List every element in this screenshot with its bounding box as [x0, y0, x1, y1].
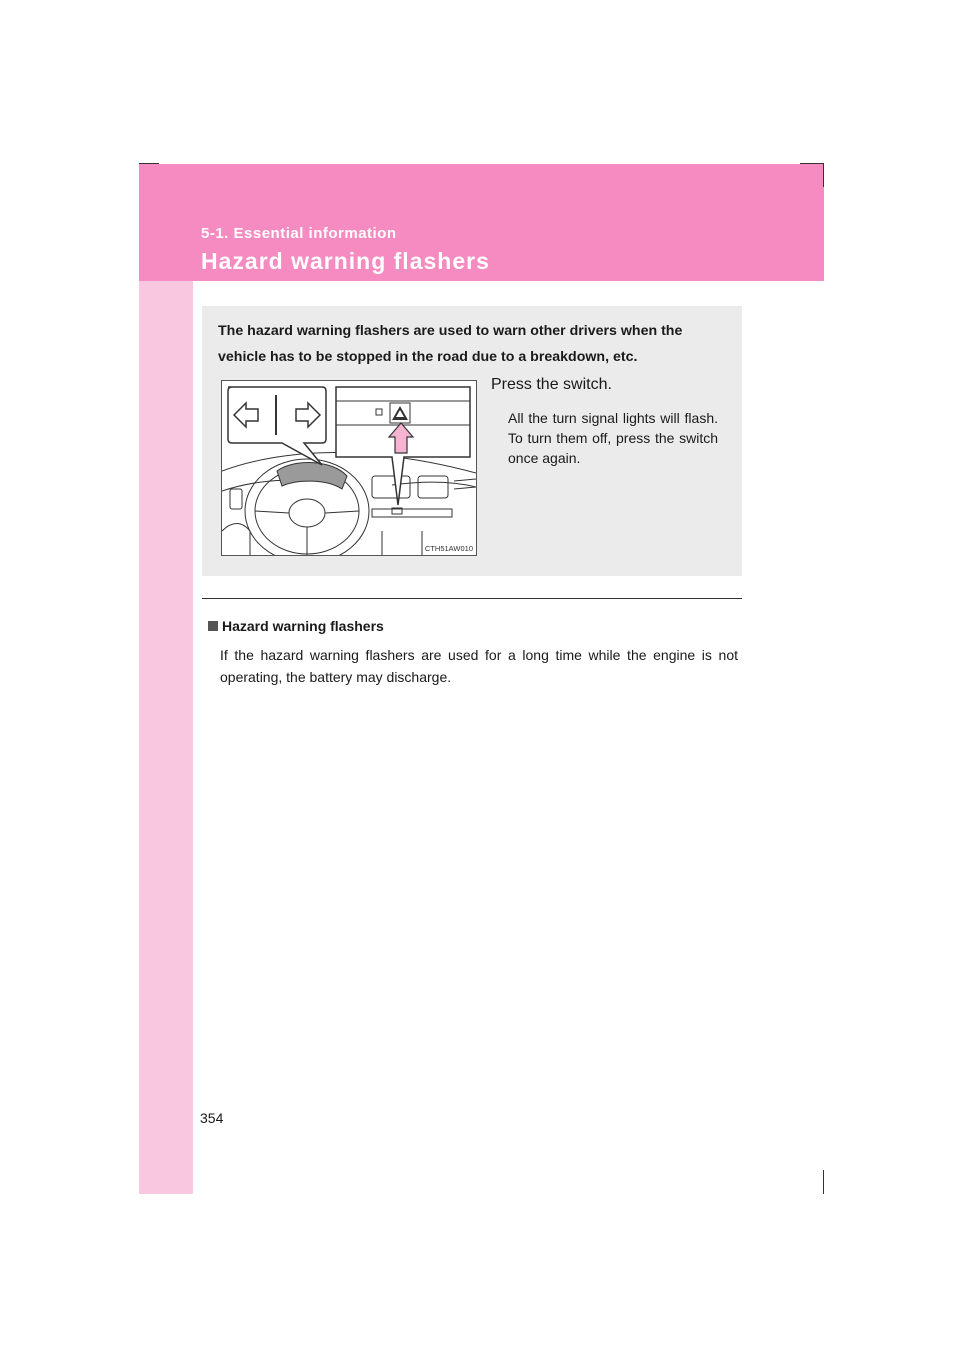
page-title: Hazard warning flashers — [201, 248, 490, 274]
illustration-code: CTH51AW010 — [424, 544, 473, 553]
note-body: If the hazard warning flashers are used for a long time while the engine is not operating, the battery may discharge. — [220, 647, 738, 685]
dashboard-drawing — [222, 381, 476, 555]
section-label: 5-1. Essential information — [201, 225, 397, 242]
crop-mark — [823, 163, 824, 187]
crop-mark — [823, 1170, 824, 1194]
summary-text: The hazard warning flashers are used to warn other drivers when the vehicle has to be stopped in the road due to a breakdown, etc. — [218, 323, 683, 365]
crop-mark — [800, 163, 824, 164]
page-number: 354 — [200, 1110, 224, 1126]
dashboard-illustration — [221, 380, 477, 556]
hazard-switch-callout — [336, 387, 470, 505]
step-heading: Press the switch. — [491, 376, 612, 393]
step-detail: All the turn signal lights will flash. To turn them off, press the switch once again. — [508, 410, 718, 466]
turn-signal-callout — [228, 387, 326, 465]
section-divider — [202, 598, 742, 599]
sidebar-tab — [139, 164, 193, 1194]
note-heading-text: Hazard warning flashers — [222, 618, 384, 634]
bullet-square-icon — [208, 621, 218, 631]
note-heading — [208, 618, 384, 634]
crop-mark — [139, 163, 159, 164]
